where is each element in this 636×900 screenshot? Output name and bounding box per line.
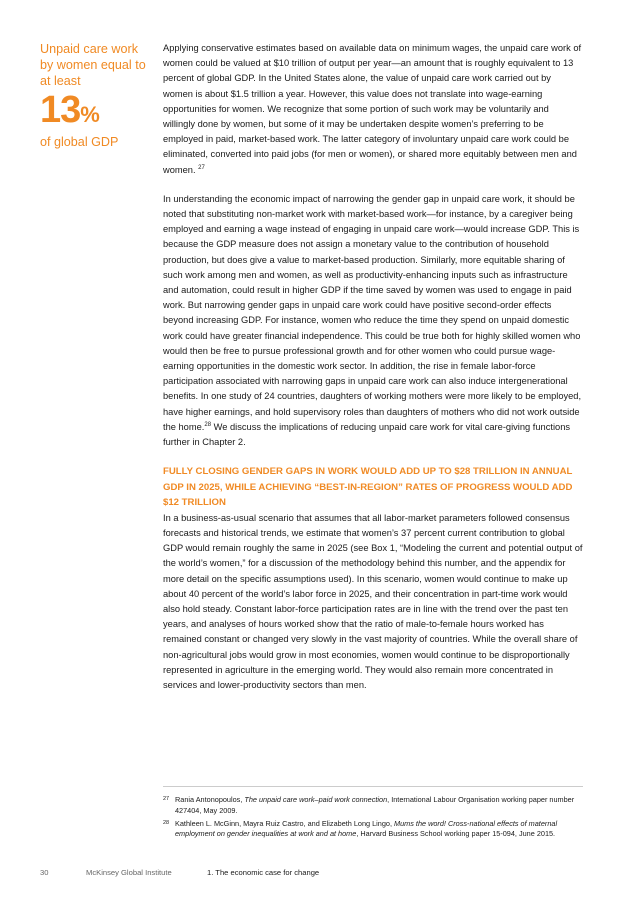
footnotes — [163, 786, 583, 842]
section-heading: FULLY CLOSING GENDER GAPS IN WORK WOULD ADD UP TO $28 TRILLION IN ANNUAL GDP IN 2025, WHILE ACHIEVING “BEST-IN-REGION” RATES OF PROGRESS WOULD ADD $12 TRILLION — [163, 466, 573, 509]
paragraph-2-text: In understanding the economic impact of narrowing the gender gap in unpaid care work, it should be noted that substituting non-market work with market-based work—for instance, by a caregiver being employed and earning a wage instead of engaging in unpaid care work—would increase GDP. This is because the GDP measure does not assign a monetary value to the contribution of household production, but does give a value to market-based production. Similarly, more equitable sharing of such work among men and women, as well as productivity-enhancing inputs such as infrastructure and automation, could result in higher GDP if the time saved by women was used to engage in paid work. But narrowing gender gaps in unpaid care work could have positive second-order effects beyond increasing GDP. For instance, women who reduce the time they spend on unpaid domestic work could have greater financial independence. This could be true both for highly skilled women who would then be free to pursue professional growth and for other women who could pursue wage-earning opportunities in the domestic work sector. In addition, the rise in female labor-force participation associated with narrowing gaps in unpaid care work can also induce intergenerational benefits. In one study of 24 countries, daughters of working mothers were more likely to be employed, have higher earnings, and hold supervisory roles than daughters of mothers who did not work outside the home. — [163, 193, 582, 432]
footnote-source: , Harvard Business School working paper 15-094, June 2015. — [356, 829, 556, 839]
callout-percent-sign: % — [80, 102, 100, 127]
callout-number: 13 — [40, 89, 81, 131]
paragraph-economic-impact — [163, 192, 583, 450]
footnote-title: The unpaid care work–paid work connection — [244, 795, 388, 804]
footnote-title: Mums the word! Cross-national effects of maternal employment on gender inequalities at work and at home — [175, 818, 558, 839]
footnote-text — [175, 795, 583, 817]
paragraph-1-text: Applying conservative estimates based on available data on minimum wages, the unpaid care work of women could be valued at $10 trillion of output per year—an amount that is roughly equivalent to 13 percent of global GDP. In the United States alone, the value of unpaid care work carried out by women is about $1.5 trillion a year. However, this value does not translate into wage-earning opportunities for women. We recognize that some portion of such work may be voluntarily and willingly done by women, but some of it may be undertaken despite women’s preferring to be employed in paid, market-based work. The latter category of involuntary unpaid care work could be eliminated, converted into paid jobs (for men or women), or shared more equitably between men and women. — [163, 43, 582, 175]
footnote-author: Kathleen L. McGinn, Mayra Ruiz Castro, and Elizabeth Long Lingo, — [175, 818, 395, 828]
footnote-source: , International Labour Organisation working paper number 427404, May 2009. — [175, 795, 575, 815]
callout-big-number — [40, 91, 152, 134]
chapter-title: 1. The economic case for change — [207, 868, 320, 877]
callout-text-line2: by women equal to — [40, 58, 146, 72]
paragraph-unpaid-care-value — [163, 41, 583, 178]
paragraph-2-tail: We discuss the implications of reducing unpaid care work for vital care-giving functions further in Chapter 2. — [163, 421, 571, 448]
callout-text-line4: of global GDP — [40, 135, 119, 149]
footnote-text — [175, 819, 583, 841]
sidebar-callout — [40, 41, 152, 150]
main-body — [163, 41, 583, 707]
footnote-number: 28 — [163, 819, 170, 826]
footnote-27 — [163, 795, 583, 817]
footnote-ref-28[interactable]: 28 — [204, 421, 212, 428]
footnote-ref-27[interactable]: 27 — [198, 164, 205, 171]
footnote-author: Rania Antonopoulos, — [175, 795, 245, 804]
organization-name: McKinsey Global Institute — [86, 868, 172, 877]
page-number: 30 — [40, 868, 49, 877]
paragraph-business-as-usual: In a business-as-usual scenario that assumes that all labor-market parameters followed consensus forecasts and historical trends, we estimate that women’s 37 percent current contribution to global GDP would remain roughly the same in 2025 (see Box 1, “Modeling the current and potential output of the world’s women,” for a discussion of the methodology behind this number, and the appendix for more detail on the specific assumptions used). In this scenario, women would continue to make up about 40 percent of the world’s labor force in 2025, and their concentration in part-time work would also hold steady. Constant labor-force participation rates are in line with the trend over the past ten years, and analyses of hours worked show that the ratio of male-to-female hours worked has remained constant or changed very slowly in the vast majority of countries. While the overall share of non-agricultural jobs would grow in most economies, women would continue to be disproportionally represented in agriculture in the emerging world. They would also remain more concentrated in services and lower-productivity sectors than men. — [163, 512, 583, 691]
callout-text-line3: at least — [40, 74, 81, 88]
footnote-28 — [163, 819, 583, 841]
footnote-number: 27 — [163, 796, 170, 802]
callout-text-line1: Unpaid care work — [40, 42, 138, 56]
